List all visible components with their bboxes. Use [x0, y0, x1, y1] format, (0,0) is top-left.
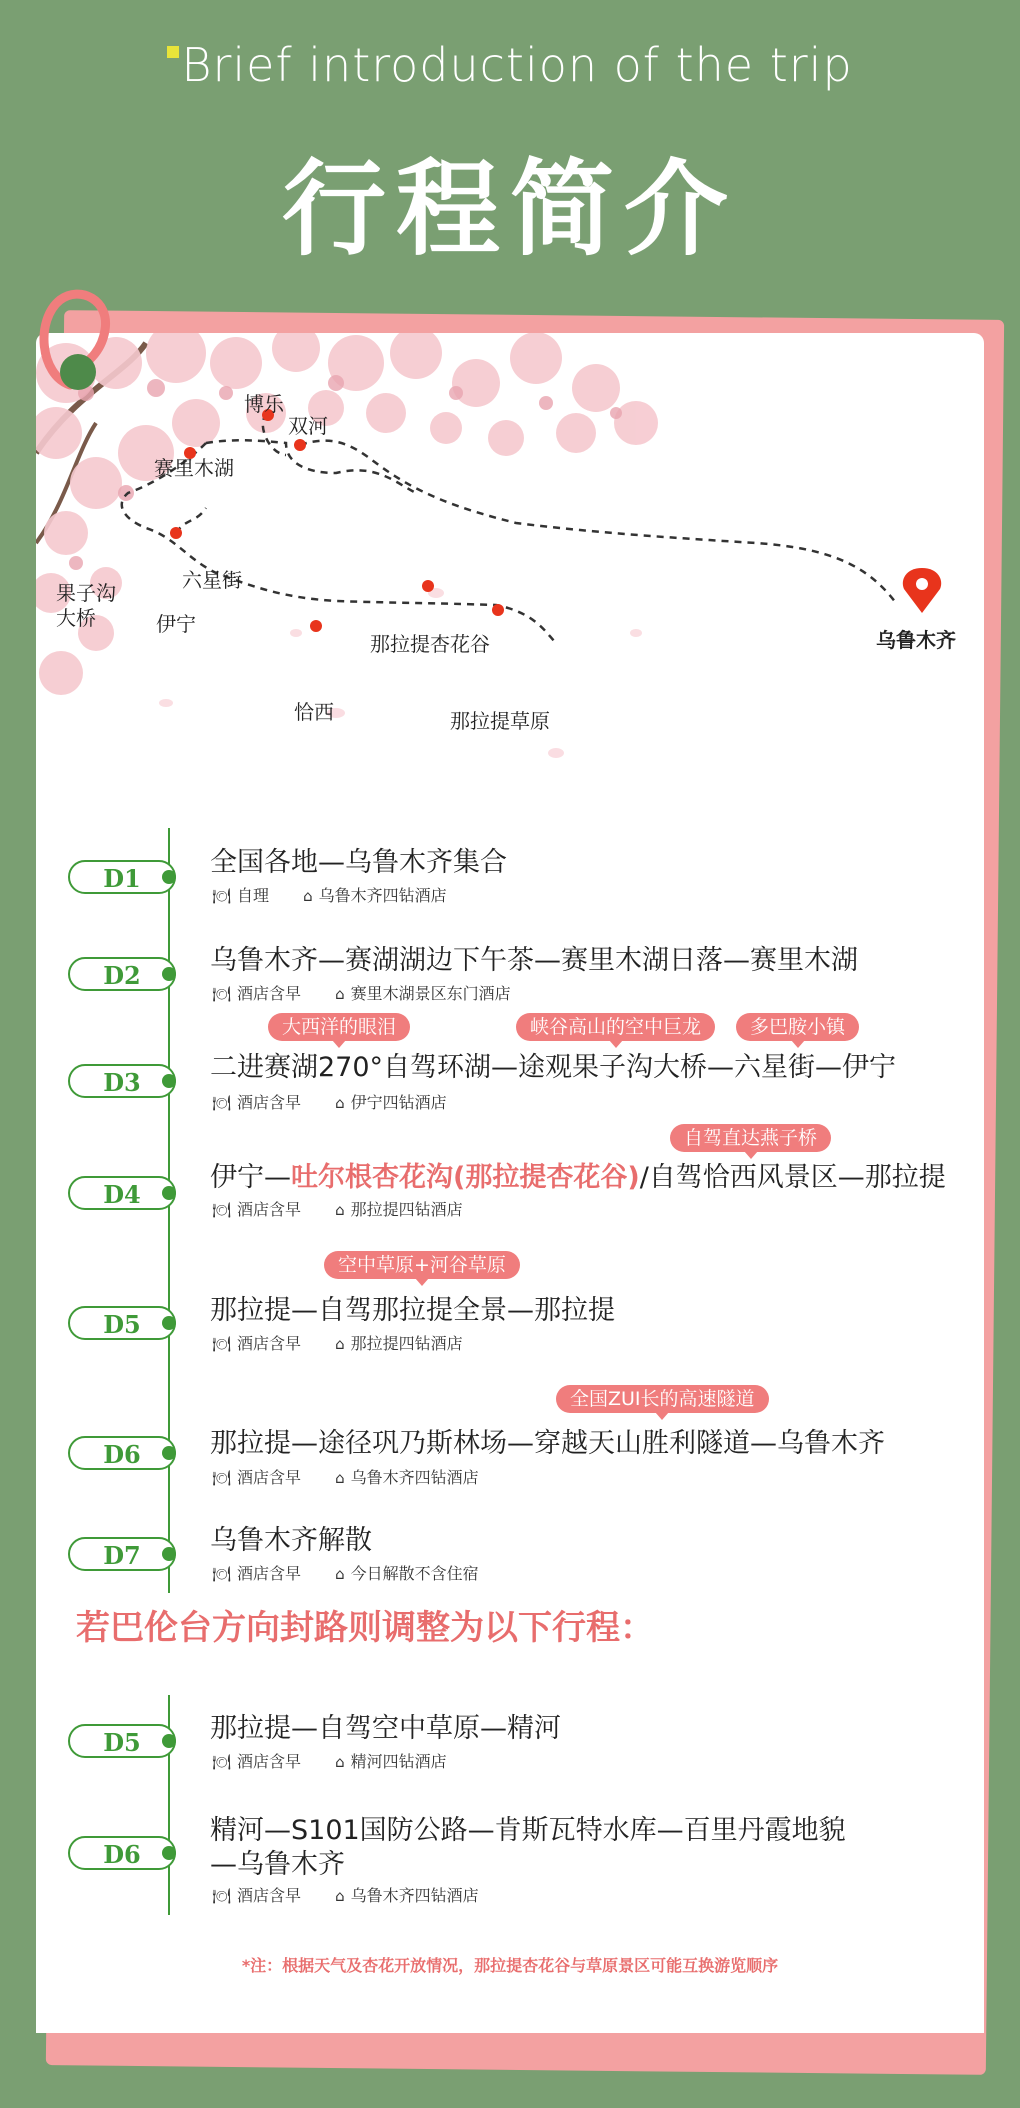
meal-text: 酒店含早: [237, 1200, 302, 1219]
route-part: 伊宁—: [210, 1162, 291, 1193]
map-label-nalati-xinghua: 那拉提杏花谷: [370, 632, 490, 656]
alt-day-route-d5: 那拉提—自驾空中草原—精河: [210, 1713, 561, 1744]
hotel-text: 赛里木湖景区东门酒店: [350, 984, 511, 1003]
map-label-urumqi: 乌鲁木齐: [876, 628, 956, 652]
alt-day-badge-d6: D6: [68, 1836, 176, 1870]
hotel-text: 那拉提四钻酒店: [350, 1334, 463, 1353]
header-subtitle: [0, 38, 1020, 92]
day-badge-d2: D2: [68, 957, 176, 991]
house-icon: ⌂: [335, 985, 345, 1003]
page-title: 行程简介: [281, 148, 738, 270]
day-info-d5: [212, 1331, 463, 1354]
meal-text: 酒店含早: [237, 1468, 302, 1487]
highlight-tag: 大西洋的眼泪: [268, 1013, 410, 1041]
day-badge-d5: D5: [68, 1306, 176, 1340]
alt-day-route-d6-line1: 精河—S101国防公路—肯斯瓦特水库—百里丹霞地貌: [210, 1815, 846, 1846]
highlight-tag: 空中草原+河谷草原: [324, 1251, 520, 1279]
alt-itinerary-heading: 若巴伦台方向封路则调整为以下行程：: [76, 1608, 654, 1648]
alt-day-route-d6-line2: —乌鲁木齐: [210, 1849, 345, 1880]
hotel-text: 精河四钻酒店: [350, 1752, 447, 1771]
house-icon: ⌂: [335, 1201, 345, 1219]
meal-text: 酒店含早: [237, 1564, 302, 1583]
restaurant-icon: 🍽: [212, 1753, 232, 1771]
route-part: /自驾恰西风景区—那拉提: [639, 1162, 946, 1193]
house-icon: ⌂: [335, 1753, 345, 1771]
day-info-d1: [212, 883, 447, 906]
house-icon: ⌂: [303, 887, 313, 905]
restaurant-icon: 🍽: [212, 1335, 232, 1353]
paper-clip-icon: [30, 280, 120, 410]
meal-text: 酒店含早: [237, 1093, 302, 1112]
day-info-d2: [212, 981, 511, 1004]
hotel-text: 那拉提四钻酒店: [350, 1200, 463, 1219]
meal-text: 酒店含早: [237, 1752, 302, 1771]
accent-square-icon: [167, 46, 179, 58]
timeline-dot: [162, 1074, 176, 1088]
map-label-nalati-caoyuan: 那拉提草原: [450, 709, 550, 733]
torn-edge: [36, 2010, 984, 2040]
blossom-decoration: [36, 333, 658, 758]
location-pin-icon: [903, 568, 941, 613]
day-route-d4: [210, 1155, 946, 1194]
map-label-shuanghe: 双河: [288, 414, 328, 438]
highlight-tag: 峡谷高山的空中巨龙: [516, 1013, 715, 1041]
hotel-text: 伊宁四钻酒店: [350, 1093, 447, 1112]
route-map: [36, 333, 984, 803]
hotel-text: 今日解散不含住宿: [350, 1564, 479, 1583]
house-icon: ⌂: [335, 1565, 345, 1583]
day-route-d1: 全国各地—乌鲁木齐集合: [210, 847, 507, 878]
restaurant-icon: 🍽: [212, 1565, 232, 1583]
day-route-d3: 二进赛湖270°自驾环湖—途观果子沟大桥—六星街—伊宁: [210, 1052, 897, 1083]
highlight-tag: 多巴胺小镇: [736, 1013, 859, 1041]
restaurant-icon: 🍽: [212, 887, 232, 905]
day-route-d6: 那拉提—途径巩乃斯林场—穿越天山胜利隧道—乌鲁木齐: [210, 1428, 885, 1459]
alt-day-info-d6: [212, 1883, 479, 1906]
day-badge-d6: D6: [68, 1436, 176, 1470]
day-badge-d3: D3: [68, 1064, 176, 1098]
map-label-liuxingjie: 六星街: [182, 568, 242, 592]
house-icon: ⌂: [335, 1469, 345, 1487]
meal-text: 酒店含早: [237, 984, 302, 1003]
timeline-dot: [162, 967, 176, 981]
timeline-dot: [162, 1846, 176, 1860]
day-route-d7: 乌鲁木齐解散: [210, 1525, 372, 1556]
day-info-d3: [212, 1090, 447, 1113]
highlight-tag: 全国ZUI长的高速隧道: [556, 1385, 769, 1413]
hotel-text: 乌鲁木齐四钻酒店: [350, 1468, 479, 1487]
day-info-d7: [212, 1561, 479, 1584]
day-info-d4: [212, 1197, 463, 1220]
alt-day-info-d5: [212, 1749, 447, 1772]
day-badge-d4: D4: [68, 1176, 176, 1210]
day-route-d2: 乌鲁木齐—赛湖湖边下午茶—赛里木湖日落—赛里木湖: [210, 945, 858, 976]
header-subtitle-text: Brief introduction of the trip: [181, 38, 853, 92]
house-icon: ⌂: [335, 1335, 345, 1353]
house-icon: ⌂: [335, 1094, 345, 1112]
restaurant-icon: 🍽: [212, 1469, 232, 1487]
restaurant-icon: 🍽: [212, 985, 232, 1003]
alt-day-badge-d5: D5: [68, 1724, 176, 1758]
meal-text: 自理: [237, 886, 270, 905]
map-label-sailimu: 赛里木湖: [154, 456, 234, 480]
day-badge-d7: D7: [68, 1537, 176, 1571]
timeline-dot: [162, 870, 176, 884]
map-label-qiaxi: 恰西: [294, 700, 334, 724]
restaurant-icon: 🍽: [212, 1094, 232, 1112]
restaurant-icon: 🍽: [212, 1201, 232, 1219]
map-label-yining: 伊宁: [156, 612, 196, 636]
timeline-dot: [162, 1734, 176, 1748]
itinerary-card: [36, 333, 984, 2033]
meal-text: 酒店含早: [237, 1334, 302, 1353]
route-highlight: 吐尔根杏花沟(那拉提杏花谷): [291, 1162, 640, 1193]
map-label-guozigou-1: 果子沟: [56, 581, 116, 605]
day-route-d5: 那拉提—自驾那拉提全景—那拉提: [210, 1295, 615, 1326]
map-label-guozigou-2: 大桥: [56, 606, 96, 630]
timeline-line: [168, 828, 170, 1593]
meal-text: 酒店含早: [237, 1886, 302, 1905]
timeline-dot: [162, 1547, 176, 1561]
timeline-dot: [162, 1316, 176, 1330]
highlight-tag: 自驾直达燕子桥: [670, 1124, 831, 1152]
hotel-text: 乌鲁木齐四钻酒店: [350, 1886, 479, 1905]
restaurant-icon: 🍽: [212, 1887, 232, 1905]
hotel-text: 乌鲁木齐四钻酒店: [318, 886, 447, 905]
timeline-dot: [162, 1186, 176, 1200]
map-label-bole: 博乐: [244, 392, 284, 416]
footnote: *注：根据天气及杏花开放情况，那拉提杏花谷与草原景区可能互换游览顺序: [241, 1956, 779, 1975]
timeline-dot: [162, 1446, 176, 1460]
house-icon: ⌂: [335, 1887, 345, 1905]
day-badge-d1: D1: [68, 860, 176, 894]
day-info-d6: [212, 1465, 479, 1488]
